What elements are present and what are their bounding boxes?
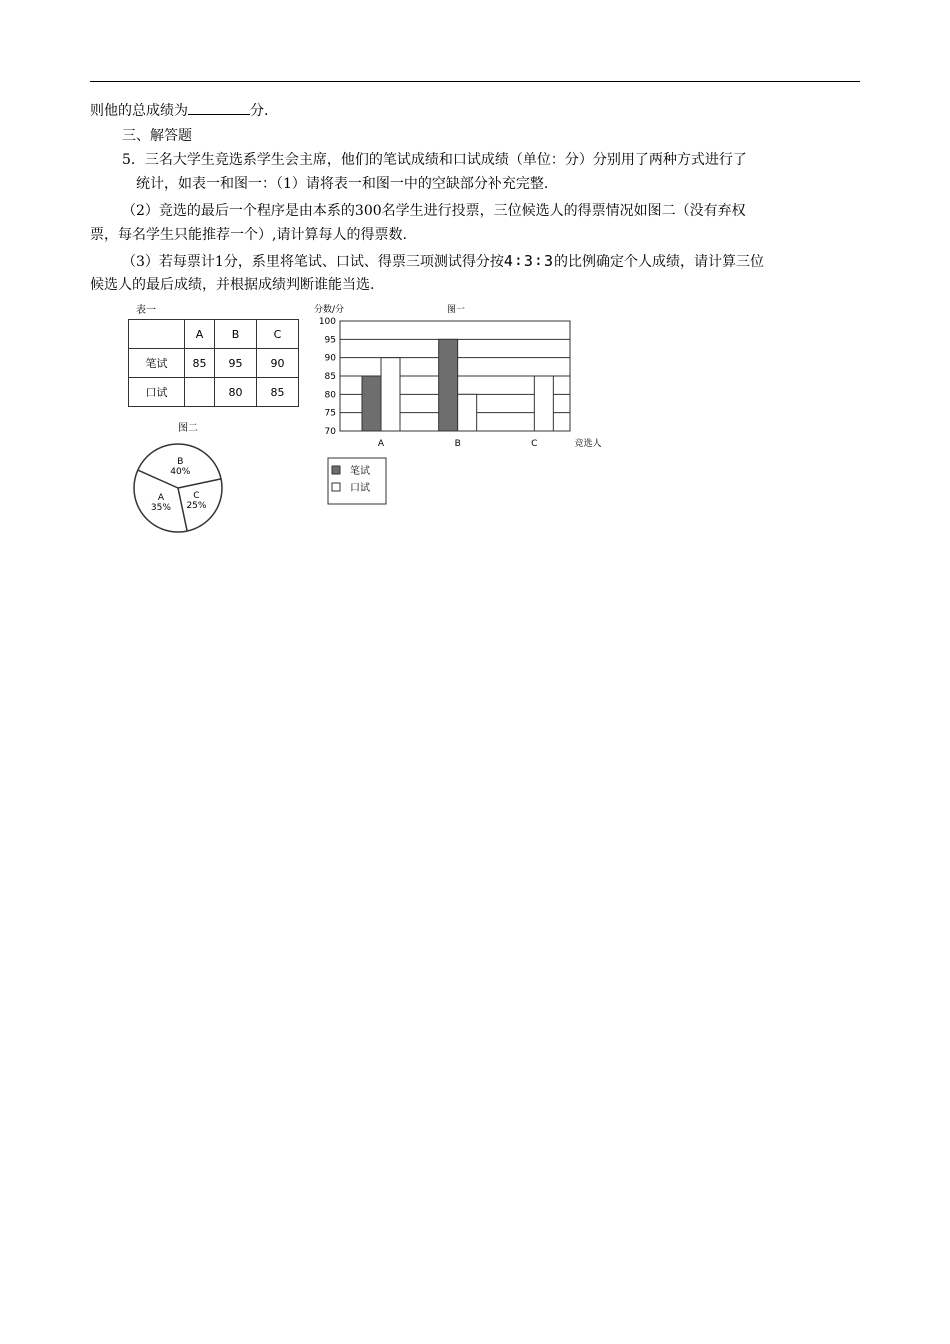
line1-after: 分. bbox=[250, 103, 269, 119]
bar bbox=[458, 394, 477, 431]
q5-line3: （2）竞选的最后一个程序是由本系的300名学生进行投票，三位候选人的得票情况如图二（没有弃权 bbox=[122, 203, 746, 219]
legend-swatch bbox=[332, 466, 340, 474]
chart-title: 图二 bbox=[178, 423, 198, 434]
pie-slice-label: B bbox=[177, 457, 184, 468]
pie-slice-percent: 40% bbox=[170, 467, 191, 478]
table-cell: 85 bbox=[185, 349, 215, 378]
bar bbox=[362, 376, 381, 431]
pie-slice-label: C bbox=[193, 490, 200, 501]
table-cell: 90 bbox=[257, 349, 299, 378]
pie-slice-label: A bbox=[157, 492, 164, 503]
answer-blank bbox=[188, 101, 250, 115]
y-tick-label: 85 bbox=[324, 372, 336, 382]
section-title: 三、解答题 bbox=[122, 128, 192, 144]
pie-slice-percent: 25% bbox=[186, 500, 207, 511]
q5-line2: 统计，如表一和图一：（1）请将表一和图一中的空缺部分补充完整. bbox=[136, 176, 549, 192]
score-table bbox=[128, 319, 299, 407]
y-tick-label: 75 bbox=[324, 408, 336, 419]
bar-chart-figure1 bbox=[308, 300, 602, 510]
table-header-cell: B bbox=[215, 320, 257, 349]
q5-line4: 票，每名学生只能推荐一个）,请计算每人的得票数. bbox=[90, 227, 407, 243]
q5-line5-before: （3）若每票计1分，系里将笔试、口试、得票三项测试得分按 bbox=[122, 254, 504, 270]
ratio-expression: 4∶3∶3 bbox=[503, 252, 554, 270]
legend-swatch bbox=[332, 483, 340, 491]
q5-line6: 候选人的最后成绩，并根据成绩判断谁能当选. bbox=[90, 277, 375, 293]
table-header-cell: A bbox=[185, 320, 215, 349]
x-tick-label: B bbox=[454, 439, 461, 449]
q5-line5 bbox=[122, 252, 764, 271]
table-row-label: 笔试 bbox=[129, 349, 185, 378]
line1-before: 则他的总成绩为 bbox=[90, 103, 188, 119]
legend-label: 笔试 bbox=[350, 466, 370, 477]
y-axis-label: 分数/分 bbox=[314, 305, 345, 315]
y-tick-label: 100 bbox=[318, 317, 336, 327]
table-header-row bbox=[129, 320, 299, 349]
q5-line5-after: 的比例确定个人成绩，请计算三位 bbox=[553, 254, 764, 270]
table-cell bbox=[185, 378, 215, 407]
table1-caption: 表一 bbox=[136, 305, 156, 316]
previous-question-tail bbox=[90, 101, 268, 120]
legend-box bbox=[328, 458, 386, 504]
table-row bbox=[129, 349, 299, 378]
table-header-cell: C bbox=[257, 320, 299, 349]
pie-slice-percent: 35% bbox=[150, 502, 171, 513]
table-header-cell bbox=[129, 320, 185, 349]
legend-label: 口试 bbox=[350, 483, 370, 494]
header-rule bbox=[90, 81, 860, 82]
q5-line1: 5．三名大学生竞选系学生会主席，他们的笔试成绩和口试成绩（单位：分）分别用了两种方式进行了 bbox=[122, 152, 747, 168]
table-row-label: 口试 bbox=[129, 378, 185, 407]
y-tick-label: 90 bbox=[324, 353, 336, 364]
y-tick-label: 80 bbox=[324, 390, 336, 401]
y-tick-label: 95 bbox=[324, 335, 336, 346]
y-tick-label: 70 bbox=[324, 427, 336, 437]
bar bbox=[381, 358, 400, 431]
table-cell: 85 bbox=[257, 378, 299, 407]
chart-title: 图一 bbox=[446, 305, 466, 315]
table-cell: 95 bbox=[215, 349, 257, 378]
pie-chart-figure2 bbox=[126, 420, 236, 532]
table-row bbox=[129, 378, 299, 407]
bar bbox=[534, 376, 553, 431]
x-tick-label: C bbox=[531, 439, 538, 449]
x-axis-label: 竞选人 bbox=[574, 439, 602, 449]
table-cell: 80 bbox=[215, 378, 257, 407]
bar bbox=[439, 339, 458, 431]
x-tick-label: A bbox=[377, 439, 385, 449]
